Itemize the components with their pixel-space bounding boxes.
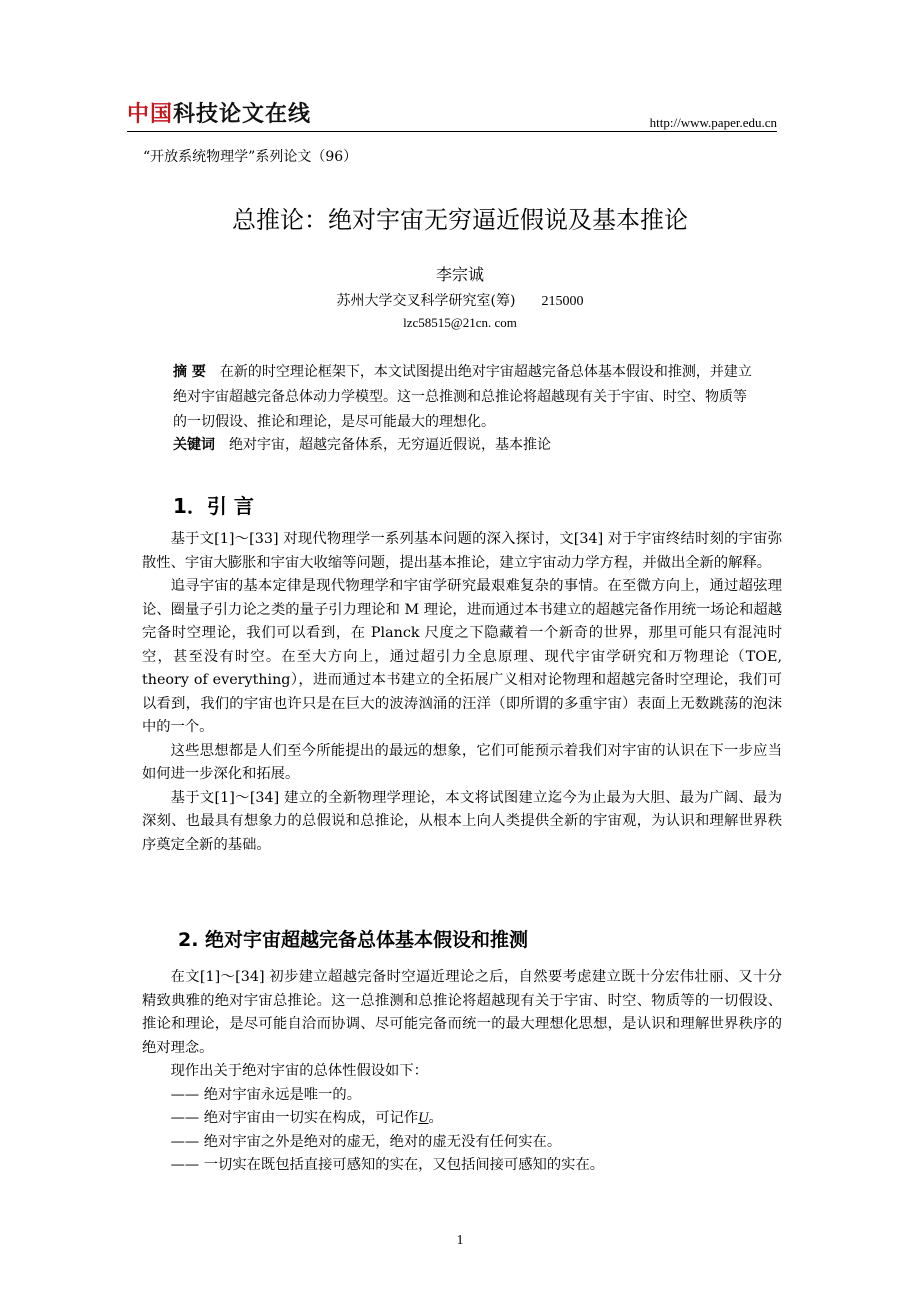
hypothesis-item-text: —— 绝对宇宙由一切实在构成，可记作 xyxy=(170,1110,419,1126)
abstract-label: 摘 要 xyxy=(173,364,206,380)
section-2-paragraph: 现作出关于绝对宇宙的总体性假设如下： xyxy=(170,1063,428,1079)
section-1-paragraph: 基于文[1]～[33] 对现代物理学一系列基本问题的深入探讨，文[34] 对于宇宙终结时刻的宇宙弥散性、宇宙大膨胀和宇宙大收缩等问题，提出基本推论，建立宇宙动力学方程，并做出全新的解释。 xyxy=(142,531,782,571)
hypothesis-item: —— 一切实在既包括直接可感知的实在，又包括间接可感知的实在。 xyxy=(170,1157,605,1173)
section-2-paragraph: 在文[1]～[34] 初步建立超越完备时空逼近理论之后，自然要考虑建立既十分宏伟壮丽、又十分精致典雅的绝对宇宙总推论。这一总推测和总推论将超越现有关于宇宙、时空、物质等的一切假设、推论和理论，是尽可能自洽而协调、尽可能完备而统一的最大理想化思想，是认识和理解世界秩序的绝对理念。 xyxy=(142,969,782,1056)
section-1-paragraph: 追寻宇宙的基本定律是现代物理学和宇宙学研究最艰难复杂的事情。在至微方向上，通过超弦理论、圈量子引力论之类的量子引力理论和 M 理论，进而通过本书建立的超越完备作用统一场论和超越完备时空理论，我们可以看到，在 Planck 尺度之下隐藏着一个新奇的世界，那里可能只有混沌时空，甚至没有时空。在至大方向上，通过超引力全息原理、现代宇宙学研究和万物理论（TOE, theory of everything），进而通过本书建立的全拓展广义相对论物理和超越完备时空理论，我们可以看到，我们的宇宙也许只是在巨大的波涛汹涌的汪洋（即所谓的多重宇宙）表面上无数跳荡的泡沫中的一个。 xyxy=(142,578,782,735)
hypothesis-item: —— 绝对宇宙之外是绝对的虚无，绝对的虚无没有任何实在。 xyxy=(170,1133,562,1150)
logo-part-sci-paper: 科技论文在线 xyxy=(173,102,312,127)
keywords-text: 绝对宇宙，超越完备体系，无穷逼近假说，基本推论 xyxy=(229,437,551,453)
author-email[interactable]: lzc58515@21cn. com xyxy=(403,315,517,330)
section-1-paragraph: 基于文[1]～[34] 建立的全新物理学理论，本文将试图建立迄今为止最为大胆、最为广阔、最为深刻、也最具有想象力的总假说和总推论，从根本上向人类提供全新的宇宙观，为认识和理解世界秩序奠定全新的基础。 xyxy=(142,789,782,853)
affiliation xyxy=(0,290,920,310)
affiliation-name: 苏州大学交叉科学研究室(筹) xyxy=(336,293,516,309)
paper-title: 总推论：绝对宇宙无穷逼近假说及基本推论 xyxy=(232,206,688,234)
author-name: 李宗诚 xyxy=(435,265,484,284)
hypothesis-item-period: 。 xyxy=(428,1110,443,1126)
section-2-body xyxy=(142,966,782,1178)
section-1-body xyxy=(142,528,782,857)
abstract xyxy=(173,360,753,435)
header-url[interactable]: http://www.paper.edu.cn xyxy=(649,115,777,130)
section-1-paragraph: 这些思想都是人们至今所能提出的最远的想象，它们可能预示着我们对宇宙的认识在下一步应当如何进一步深化和拓展。 xyxy=(142,742,782,782)
keywords xyxy=(173,434,753,454)
keywords-label: 关键词 xyxy=(173,437,215,453)
hypothesis-item: —— 绝对宇宙永远是唯一的。 xyxy=(170,1086,361,1103)
site-logo xyxy=(127,102,311,128)
section-2-heading: 2. 绝对宇宙超越完备总体基本假设和推测 xyxy=(178,929,529,951)
section-1-heading: 1．引 言 xyxy=(173,494,254,518)
series-label: “开放系统物理学”系列论文（96） xyxy=(143,149,358,165)
hypothesis-item xyxy=(142,1107,782,1131)
logo-part-china: 中国 xyxy=(127,102,174,127)
page-number: 1 xyxy=(456,1233,464,1248)
abstract-text: 在新的时空理论框架下，本文试图提出绝对宇宙超越完备总体基本假设和推测，并建立绝对宇宙超越完备总体动力学模型。这一总推测和总推论将超越现有关于宇宙、时空、物质等的一切假设、推论和理论，是尽可能最大的理想化。 xyxy=(173,364,752,430)
symbol-u: U xyxy=(418,1110,429,1126)
header-divider xyxy=(127,131,777,132)
postal-code: 215000 xyxy=(541,294,584,309)
